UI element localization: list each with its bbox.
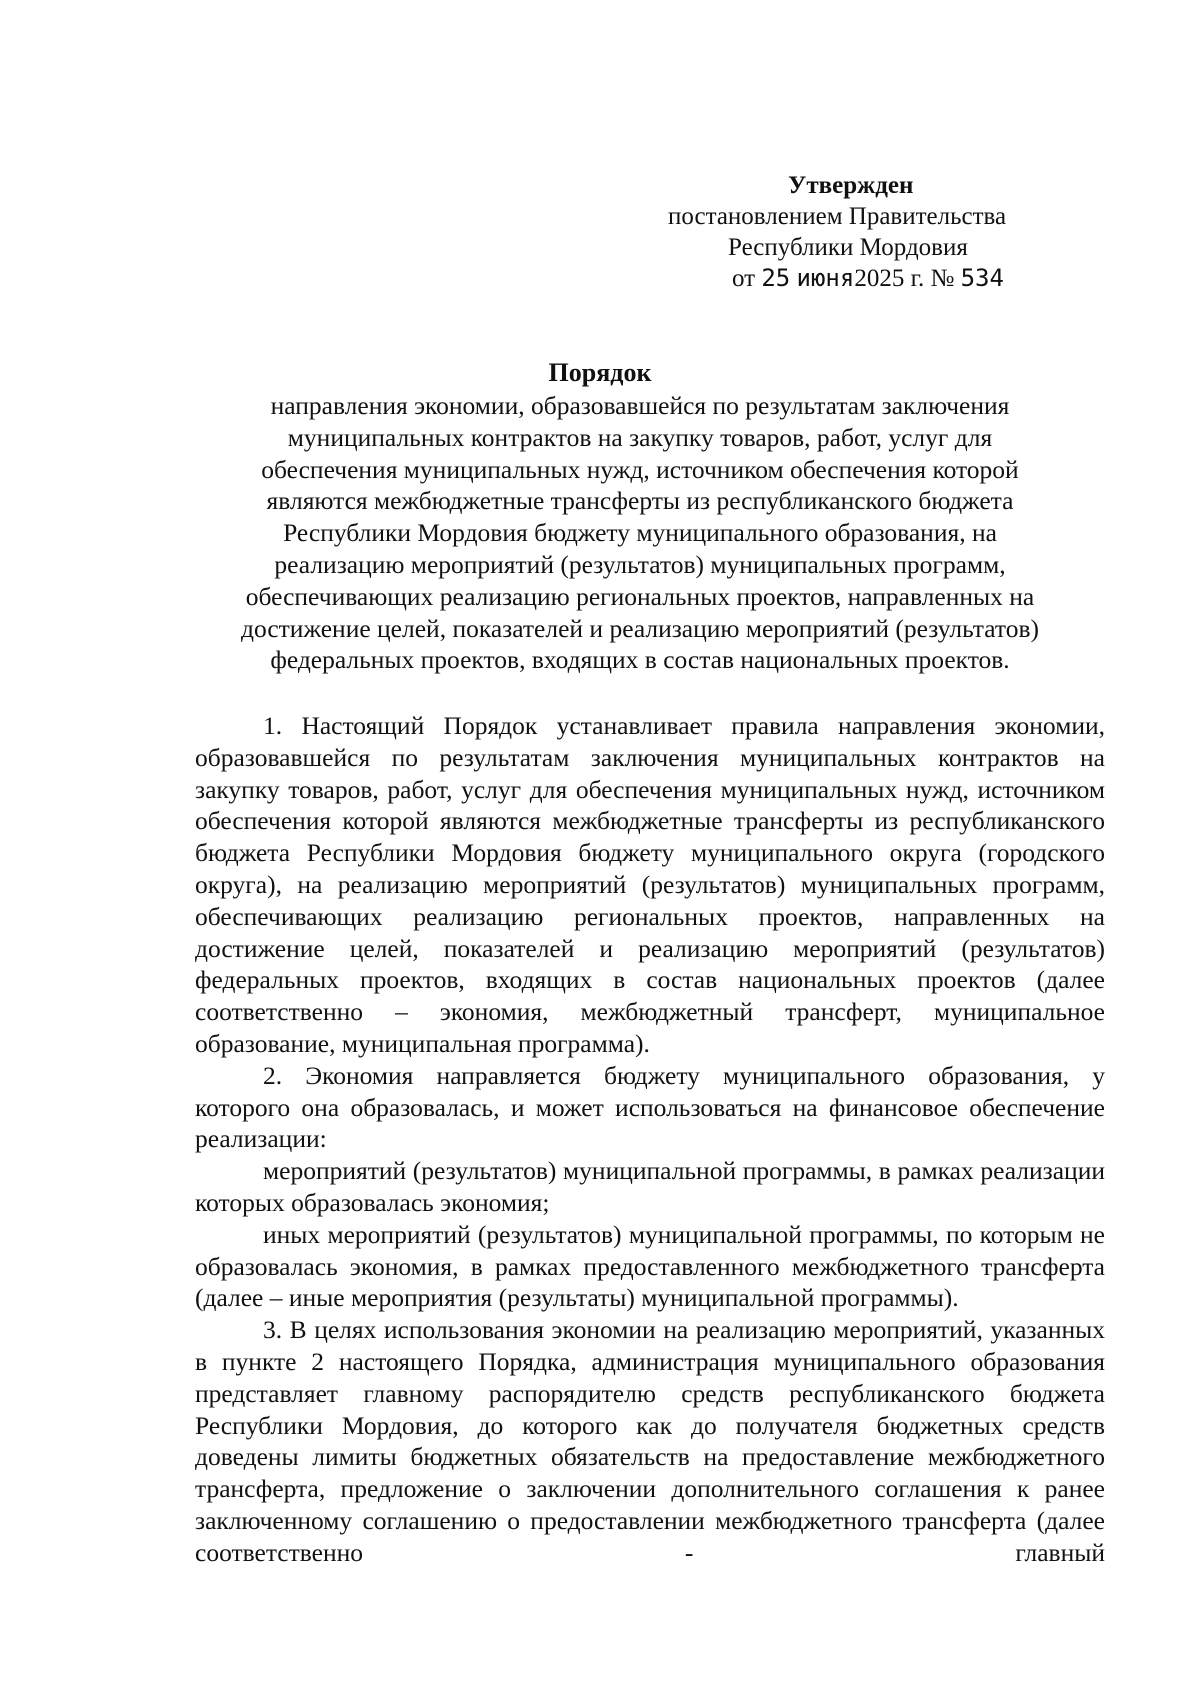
subtitle-line: Республики Мордовия бюджету муниципального образования, на (283, 518, 997, 548)
subtitle-line: направления экономии, образовавшейся по результатам заключения (270, 391, 1010, 420)
approval-title: Утвержден (788, 172, 914, 199)
approval-date-month: июня (796, 264, 855, 292)
subtitle-line: муниципальных контрактов на закупку товаров, работ, услуг для (287, 422, 993, 452)
subtitle-line: достижение целей, показателей и реализацию мероприятий (результатов) (240, 613, 1040, 643)
document-title: Порядок (548, 358, 652, 387)
paragraph-2-item-2: иных мероприятий (результатов) муниципальной программы, по которым не образовалась экономия, в рамках предоставленного межбюджетного трансферта (далее – иные мероприятия (результаты) муниципальной программы). (195, 1219, 1105, 1313)
approval-stamp-block (668, 170, 1048, 294)
subtitle-line: реализацию мероприятий (результатов) муниципальных программ, (274, 549, 1006, 579)
approval-line-resolution: постановлением Правительства (668, 203, 1007, 230)
paragraph-2-item-1: мероприятий (результатов) муниципальной программы, в рамках реализации которых образовалась экономия; (195, 1156, 1105, 1217)
paragraph-1: 1. Настоящий Порядок устанавливает правила направления экономии, образовавшейся по результатам заключения муниципальных контрактов на закупку товаров, работ, услуг для обеспечения муниципальных нужд, источником обеспечения которой являются межбюджетные трансферты из республиканского бюджета Республики Мордовия бюджету муниципального округа (городского округа), на реализацию мероприятий (результатов) муниципальных программ, обеспечивающих реализацию региональных проектов, направленных на достижение целей, показателей и реализацию мероприятий (результатов) федеральных проектов, входящих в состав национальных проектов (далее соответственно – экономия, межбюджетный трансферт, муниципальное образование, муниципальная программа). (195, 711, 1105, 1058)
approval-date-line (668, 263, 1048, 294)
subtitle-line: обеспечивающих реализацию региональных проектов, направленных на (245, 581, 1035, 611)
approval-doc-number: 534 (960, 264, 1004, 292)
paragraph-3: 3. В целях использования экономии на реализацию мероприятий, указанных в пункте 2 настоящего Порядка, администрация муниципального образования представляет главному распорядителю средств республиканского бюджета Республики Мордовия, до которого как до получателя бюджетных средств доведены лимиты бюджетных обязательств на предоставление межбюджетного трансферта, предложение о заключении дополнительного соглашения к ранее заключенному соглашению о предоставлении межбюджетного трансферта (далее соответственно - главный (195, 1315, 1105, 1567)
document-body (195, 710, 1105, 1569)
approval-line-republic: Республики Мордовия (728, 234, 968, 261)
subtitle-line: федеральных проектов, входящих в состав национальных проектов. (270, 645, 1010, 675)
document-subtitle (190, 390, 1090, 676)
approval-date-prefix: от (732, 265, 756, 292)
subtitle-line: являются межбюджетные трансферты из республиканского бюджета (266, 486, 1014, 516)
paragraph-2: 2. Экономия направляется бюджету муниципального образования, у которого она образовалась, и может использоваться на финансовое обеспечение реализации: (195, 1060, 1105, 1154)
approval-date-year: 2025 г. № (854, 265, 955, 292)
approval-date-day: 25 (761, 264, 791, 292)
subtitle-line: обеспечения муниципальных нужд, источником обеспечения которой (261, 454, 1019, 484)
